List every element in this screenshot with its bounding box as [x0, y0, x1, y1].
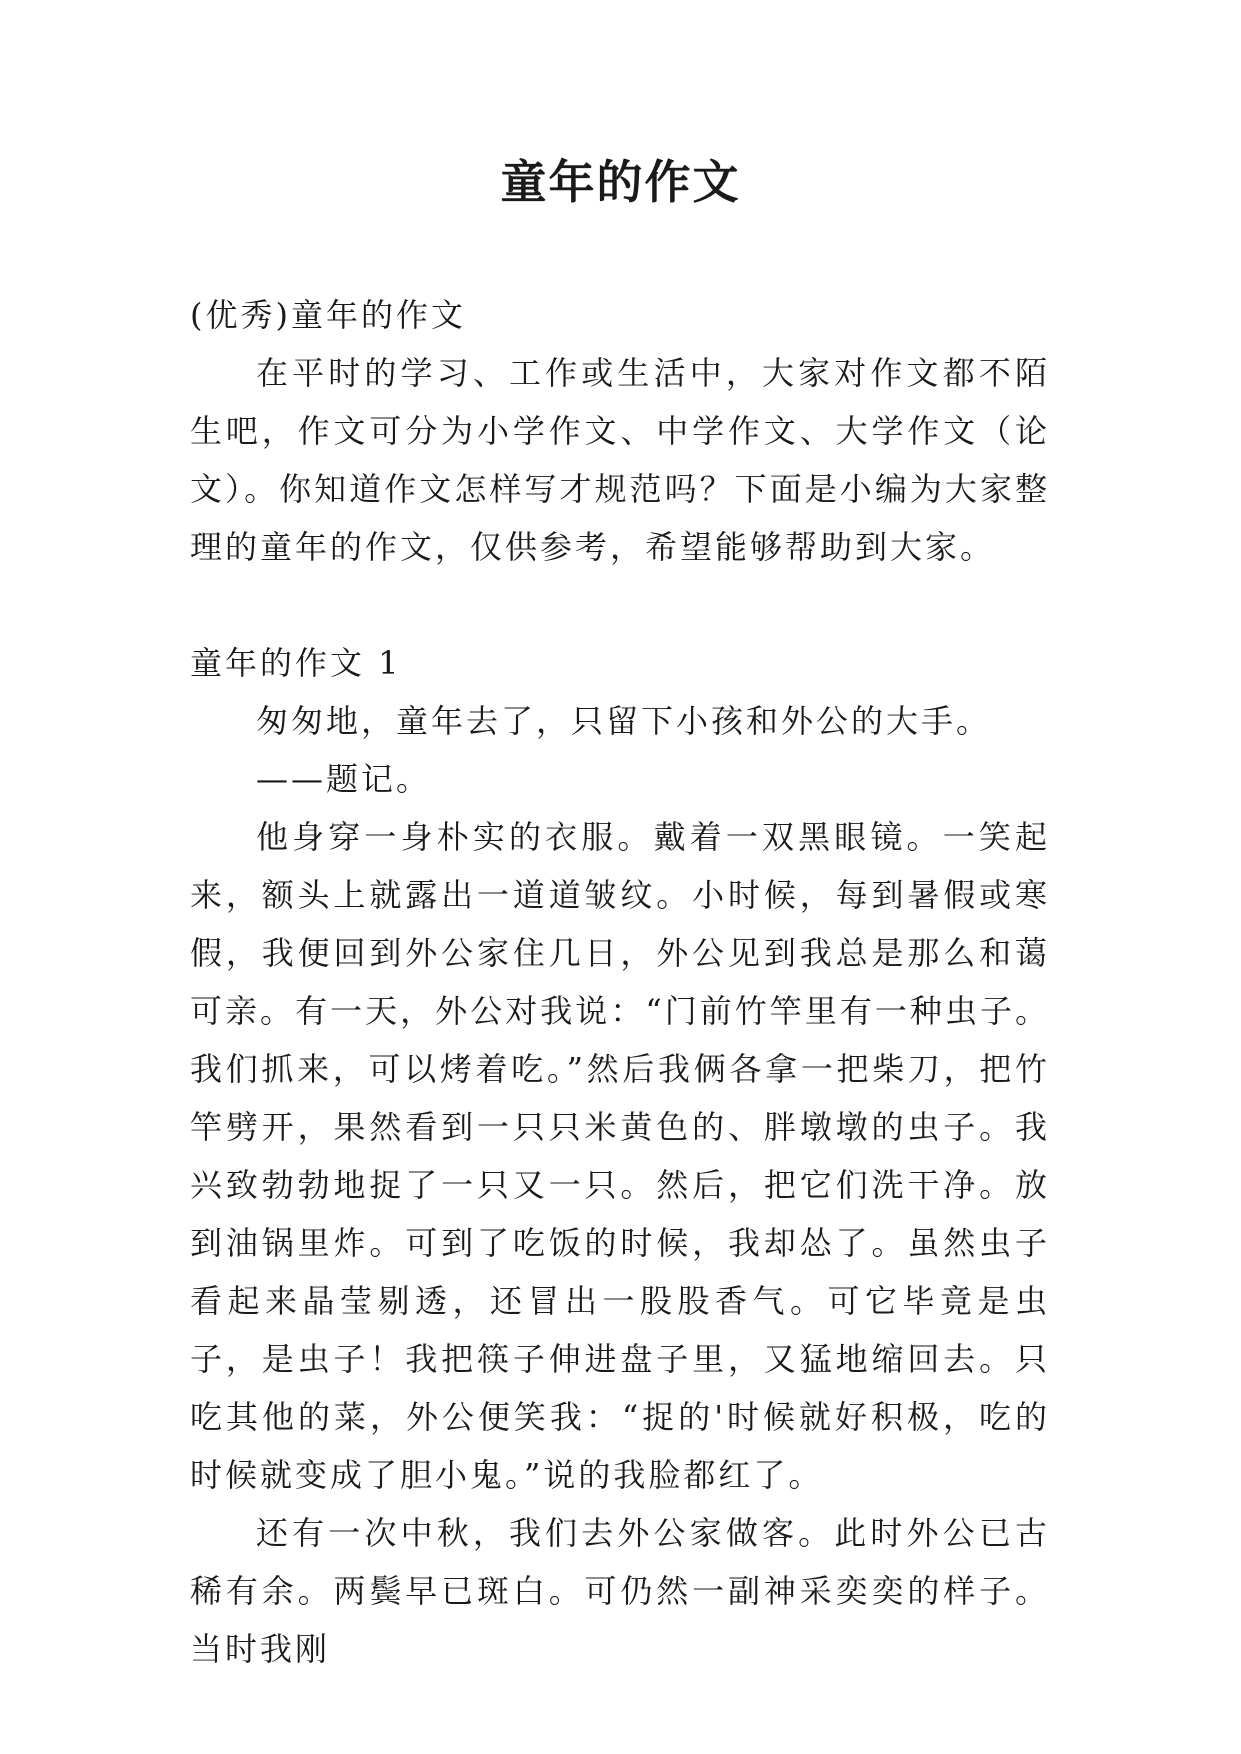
body-paragraph: ——题记。: [256, 760, 432, 798]
body-paragraph: 匆匆地，童年去了，只留下小孩和外公的大手。: [256, 702, 992, 740]
intro-paragraph: 在平时的学习、工作或生活中，大家对作文都不陌生吧，作文可分为小学作文、中学作文、大学作文（论文）。你知道作文怎样写才规范吗？下面是小编为大家整理的童年的作文，仅供参考，希望能够帮助到大家。: [190, 354, 1050, 566]
document-subtitle: (优秀)童年的作文: [190, 296, 466, 334]
body-paragraph: 他身穿一身朴实的衣服。戴着一双黑眼镜。一笑起来，额头上就露出一道道皱纹。小时候，每到暑假或寒假，我便回到外公家住几日，外公见到我总是那么和蔼可亲。有一天，外公对我说：“门前竹竿里有一种虫子。我们抓来，可以烤着吃。”然后我俩各拿一把柴刀，把竹竿劈开，果然看到一只只米黄色的、胖墩墩的虫子。我兴致勃勃地捉了一只又一只。然后，把它们洗干净。放到油锅里炸。可到了吃饭的时候，我却怂了。虽然虫子看起来晶莹剔透，还冒出一股股香气。可它毕竟是虫子，是虫子！我把筷子伸进盘子里，又猛地缩回去。只吃其他的菜，外公便笑我：“捉的'时候就好积极，吃的时候就变成了胆小鬼。”说的我脸都红了。: [190, 818, 1050, 1494]
body-paragraph: 还有一次中秋，我们去外公家做客。此时外公已古稀有余。两鬓早已斑白。可仍然一副神采奕奕的样子。当时我刚: [190, 1514, 1050, 1668]
document-title: 童年的作文: [500, 155, 741, 209]
section-heading: 童年的作文 1: [190, 644, 402, 682]
document-body: [190, 286, 1050, 1678]
